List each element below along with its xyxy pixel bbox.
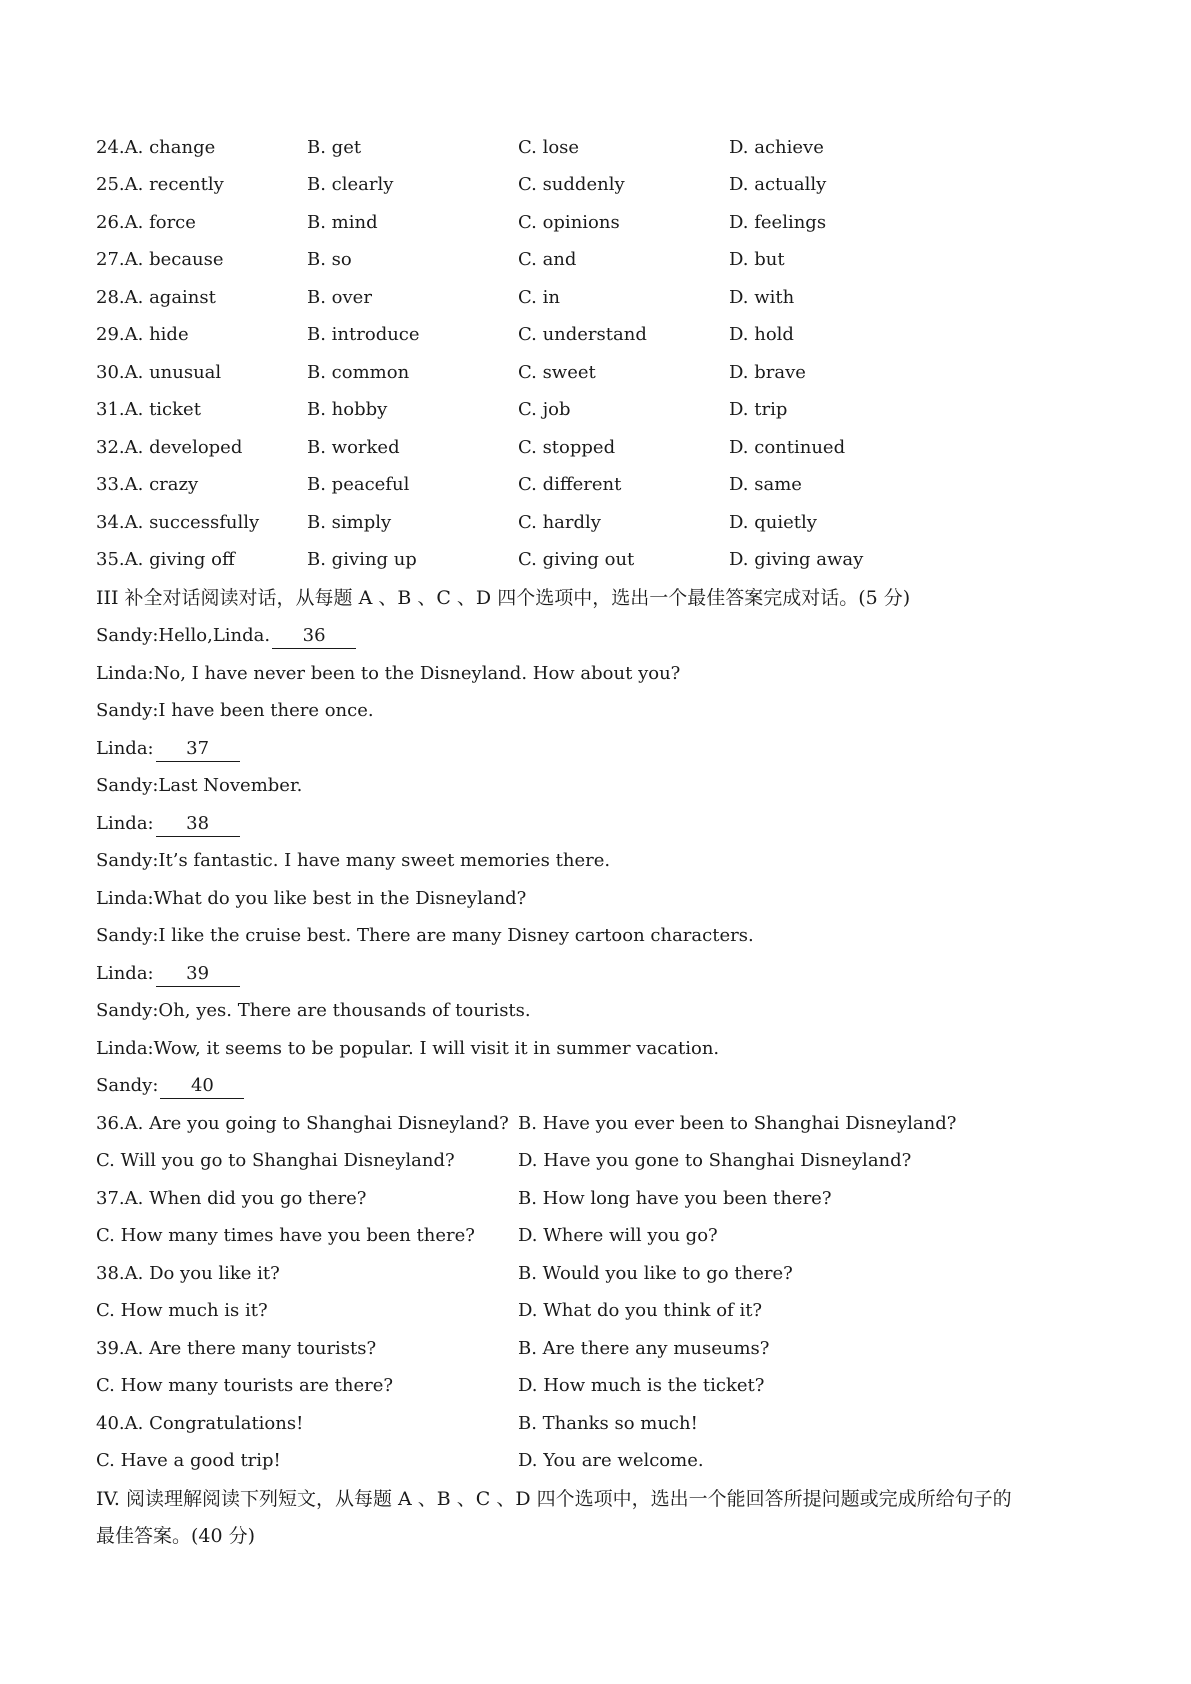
option-d: D. brave <box>729 362 806 383</box>
option-d: D. giving away <box>729 549 864 570</box>
answer-blank: 37 <box>156 737 240 762</box>
option-left: 39.A. Are there many tourists? <box>96 1338 377 1359</box>
option-a: 30.A. unusual <box>96 362 222 383</box>
option-d: D. hold <box>729 324 794 345</box>
option-left: 37.A. When did you go there? <box>96 1188 367 1209</box>
option-a: 28.A. against <box>96 287 216 308</box>
option-left: C. How many times have you been there? <box>96 1225 475 1246</box>
dialogue-text: Sandy:I like the cruise best. There are many Disney cartoon characters. <box>96 925 754 946</box>
option-b: B. so <box>307 249 352 270</box>
option-row <box>0 1334 1191 1364</box>
dialogue-text: Linda:Wow, it seems to be popular. I will visit it in summer vacation. <box>96 1038 720 1059</box>
answer-blank: 36 <box>272 624 356 649</box>
dialogue-text: Sandy:Oh, yes. There are thousands of tourists. <box>96 1000 531 1021</box>
option-d: D. quietly <box>729 512 817 533</box>
option-row <box>0 358 1191 388</box>
option-a: 26.A. force <box>96 212 196 233</box>
dialogue-text: Sandy: <box>96 1075 159 1096</box>
answer-blank: 38 <box>156 812 240 837</box>
option-left: C. Will you go to Shanghai Disneyland? <box>96 1150 455 1171</box>
option-b: B. clearly <box>307 174 394 195</box>
option-left: C. Have a good trip! <box>96 1450 281 1471</box>
dialogue-text: Sandy:I have been there once. <box>96 700 374 721</box>
dialogue-line <box>0 659 1191 689</box>
option-right: B. How long have you been there? <box>518 1188 832 1209</box>
dialogue-line <box>0 1034 1191 1064</box>
dialogue-line <box>0 921 1191 951</box>
dialogue-line <box>0 771 1191 801</box>
option-row <box>0 1221 1191 1251</box>
option-a: 25.A. recently <box>96 174 224 195</box>
option-row <box>0 283 1191 313</box>
option-row <box>0 208 1191 238</box>
dialogue-text: Linda: <box>96 963 154 984</box>
option-row <box>0 1109 1191 1139</box>
option-row <box>0 133 1191 163</box>
option-row <box>0 1371 1191 1401</box>
option-right: B. Thanks so much! <box>518 1413 698 1434</box>
option-c: C. job <box>518 399 571 420</box>
option-d: D. feelings <box>729 212 827 233</box>
dialogue-line <box>0 734 1191 764</box>
option-row <box>0 395 1191 425</box>
dialogue-text: Linda:What do you like best in the Disneyland? <box>96 888 527 909</box>
option-row <box>0 170 1191 200</box>
option-a: 24.A. change <box>96 137 216 158</box>
option-b: B. worked <box>307 437 400 458</box>
option-right: D. How much is the ticket? <box>518 1375 765 1396</box>
option-row <box>0 1296 1191 1326</box>
option-row <box>0 1146 1191 1176</box>
option-row <box>0 1409 1191 1439</box>
option-right: D. Have you gone to Shanghai Disneyland? <box>518 1150 912 1171</box>
option-b: B. common <box>307 362 410 383</box>
dialogue-text: Sandy:It’s fantastic. I have many sweet memories there. <box>96 850 611 871</box>
option-c: C. suddenly <box>518 174 625 195</box>
option-b: B. mind <box>307 212 378 233</box>
option-left: 36.A. Are you going to Shanghai Disneyland? <box>96 1113 509 1134</box>
option-a: 33.A. crazy <box>96 474 199 495</box>
option-left: 38.A. Do you like it? <box>96 1263 280 1284</box>
option-row <box>0 245 1191 275</box>
option-c: C. stopped <box>518 437 616 458</box>
section-heading-continued: 最佳答案。(40 分) <box>96 1525 256 1547</box>
option-row <box>0 1184 1191 1214</box>
option-a: 32.A. developed <box>96 437 243 458</box>
option-a: 29.A. hide <box>96 324 189 345</box>
option-left: C. How many tourists are there? <box>96 1375 394 1396</box>
dialogue-line <box>0 621 1191 651</box>
dialogue-text: Sandy:Last November. <box>96 775 303 796</box>
option-b: B. simply <box>307 512 392 533</box>
option-right: B. Would you like to go there? <box>518 1263 793 1284</box>
dialogue-line <box>0 884 1191 914</box>
option-c: C. hardly <box>518 512 601 533</box>
option-left: 40.A. Congratulations! <box>96 1413 304 1434</box>
option-c: C. different <box>518 474 622 495</box>
answer-blank: 39 <box>156 962 240 987</box>
option-b: B. peaceful <box>307 474 410 495</box>
option-b: B. hobby <box>307 399 388 420</box>
option-a: 34.A. successfully <box>96 512 260 533</box>
option-d: D. actually <box>729 174 827 195</box>
option-d: D. continued <box>729 437 846 458</box>
dialogue-line <box>0 846 1191 876</box>
dialogue-text: Linda: <box>96 813 154 834</box>
option-right: D. Where will you go? <box>518 1225 718 1246</box>
dialogue-line <box>0 809 1191 839</box>
option-d: D. but <box>729 249 785 270</box>
option-c: C. opinions <box>518 212 620 233</box>
option-row <box>0 545 1191 575</box>
option-c: C. giving out <box>518 549 635 570</box>
option-right: D. You are welcome. <box>518 1450 704 1471</box>
dialogue-line <box>0 996 1191 1026</box>
option-row <box>0 1446 1191 1476</box>
option-row <box>0 508 1191 538</box>
option-c: C. in <box>518 287 560 308</box>
option-right: B. Have you ever been to Shanghai Disneyland? <box>518 1113 957 1134</box>
answer-blank: 40 <box>160 1074 244 1099</box>
option-d: D. achieve <box>729 137 824 158</box>
option-a: 31.A. ticket <box>96 399 201 420</box>
option-b: B. get <box>307 137 362 158</box>
option-d: D. trip <box>729 399 788 420</box>
option-c: C. sweet <box>518 362 596 383</box>
option-row <box>0 433 1191 463</box>
option-b: B. giving up <box>307 549 417 570</box>
option-row <box>0 470 1191 500</box>
section-heading: III 补全对话阅读对话，从每题 A 、B 、C 、D 四个选项中，选出一个最佳答案完成对话。(5 分) <box>96 587 911 609</box>
option-row <box>0 1259 1191 1289</box>
dialogue-text: Linda:No, I have never been to the Disneyland. How about you? <box>96 663 681 684</box>
option-c: C. and <box>518 249 577 270</box>
option-a: 27.A. because <box>96 249 224 270</box>
option-b: B. introduce <box>307 324 420 345</box>
option-left: C. How much is it? <box>96 1300 268 1321</box>
option-right: D. What do you think of it? <box>518 1300 763 1321</box>
dialogue-line <box>0 1071 1191 1101</box>
section-heading: IV. 阅读理解阅读下列短文，从每题 A 、B 、C 、D 四个选项中，选出一个能回答所提问题或完成所给句子的 <box>96 1488 1012 1510</box>
dialogue-text: Linda: <box>96 738 154 759</box>
dialogue-line <box>0 696 1191 726</box>
dialogue-text: Sandy:Hello,Linda. <box>96 625 271 646</box>
option-c: C. lose <box>518 137 580 158</box>
option-a: 35.A. giving off <box>96 549 235 570</box>
option-b: B. over <box>307 287 372 308</box>
option-d: D. same <box>729 474 802 495</box>
option-row <box>0 320 1191 350</box>
dialogue-line <box>0 959 1191 989</box>
option-right: B. Are there any museums? <box>518 1338 770 1359</box>
option-d: D. with <box>729 287 795 308</box>
option-c: C. understand <box>518 324 647 345</box>
